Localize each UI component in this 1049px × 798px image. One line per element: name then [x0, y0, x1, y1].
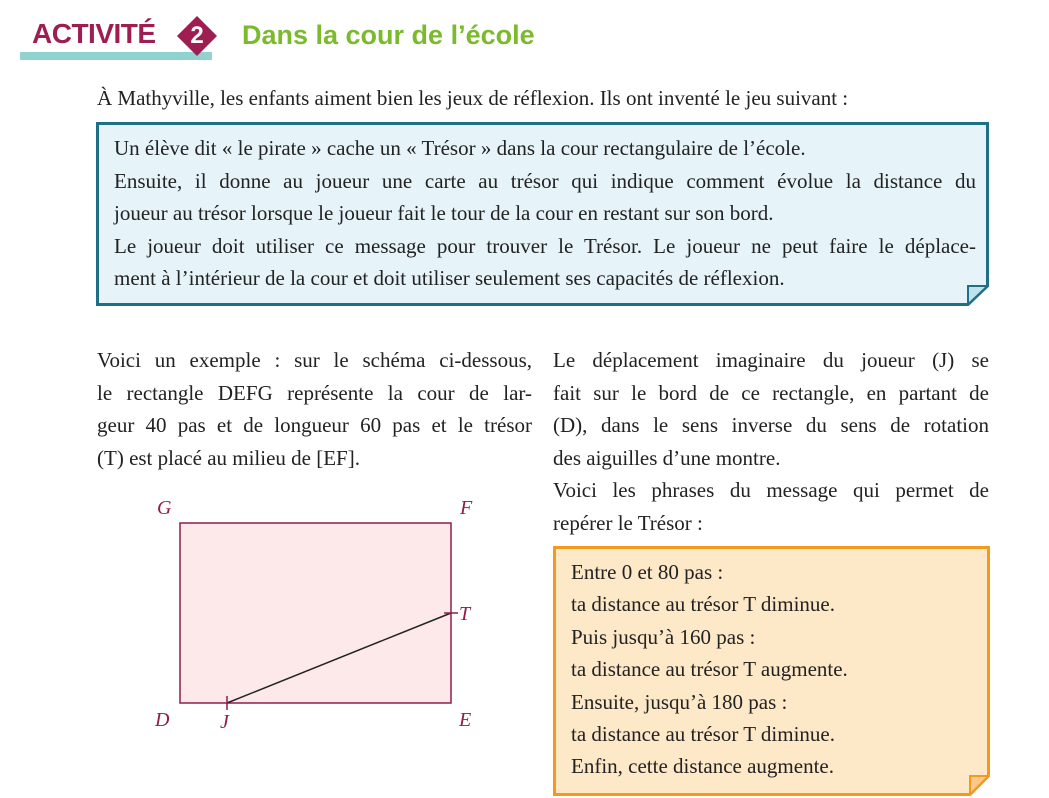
example-line: (T) est placé au milieu de [EF]. — [97, 445, 360, 470]
message-line: Ensuite, jusqu’à 180 pas : — [571, 689, 788, 714]
intro-text: À Mathyville, les enfants aiment bien les jeux de réflexion. Ils ont inventé le jeu suivant : — [97, 86, 849, 110]
message-line: Entre 0 et 80 pas : — [571, 560, 724, 584]
movement-line: repérer le Trésor : — [553, 510, 703, 535]
activity-title: Dans la cour de l’école — [242, 20, 535, 50]
label-e: E — [459, 709, 472, 731]
movement-line: Voici les phrases du message qui permet de — [553, 478, 989, 502]
activity-label: ACTIVITÉ — [32, 18, 156, 49]
message-line: Puis jusqu’à 160 pas : — [571, 624, 756, 649]
message-line: ta distance au trésor T augmente. — [571, 657, 848, 682]
label-g: G — [157, 497, 172, 519]
activity-number: 2 — [190, 22, 204, 49]
movement-line: (D), dans le sens inverse du sens de rotation — [553, 413, 989, 437]
movement-line: Le déplacement imaginaire du joueur (J) se — [553, 348, 989, 372]
activity-header — [20, 14, 580, 60]
example-line: le rectangle DEFG représente la cour de lar- — [97, 380, 532, 405]
courtyard-diagram — [140, 490, 500, 740]
courtyard-rectangle — [180, 523, 451, 703]
message-line: ta distance au trésor T diminue. — [571, 592, 835, 617]
message-line: Enfin, cette distance augmente. — [571, 754, 834, 779]
rules-line: Un élève dit « le pirate » cache un « Trésor » dans la cour rectangulaire de l’école. — [114, 136, 806, 160]
movement-line: des aiguilles d’une montre. — [553, 445, 781, 470]
example-line: Voici un exemple : sur le schéma ci-dessous, — [97, 348, 532, 372]
rules-text — [114, 132, 976, 295]
label-d: D — [155, 709, 170, 731]
label-t: T — [459, 603, 471, 625]
rules-line: ment à l’intérieur de la cour et doit utiliser seulement ses capacités de réflexion. — [114, 266, 785, 290]
example-line: geur 40 pas et de longueur 60 pas et le trésor — [97, 413, 532, 437]
message-line: ta distance au trésor T diminue. — [571, 722, 835, 747]
movement-paragraph — [553, 344, 989, 539]
message-text — [571, 556, 981, 783]
rules-line: Ensuite, il donne au joueur une carte au trésor qui indique comment évolue la distance du — [114, 168, 976, 193]
label-j: J — [220, 711, 229, 733]
movement-line: fait sur le bord de ce rectangle, en partant de — [553, 380, 989, 405]
rules-box — [96, 122, 989, 306]
example-paragraph — [97, 344, 532, 474]
label-f: F — [460, 497, 473, 519]
rules-line: Le joueur doit utiliser ce message pour trouver le Trésor. Le joueur ne peut faire le déplace- — [114, 233, 976, 258]
rules-line: joueur au trésor lorsque le joueur fait le tour de la cour en restant sur son bord. — [114, 201, 774, 225]
message-box — [553, 546, 990, 796]
